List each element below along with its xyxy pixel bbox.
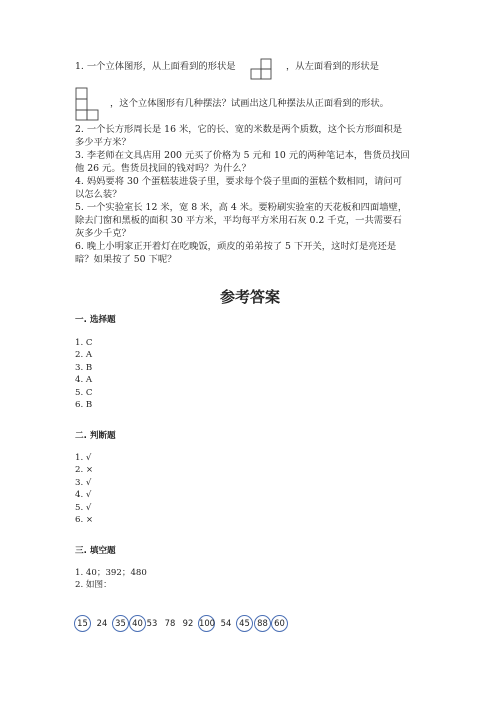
circled-number: 15	[74, 615, 91, 632]
section-fill-heading: 三. 填空题	[75, 546, 116, 556]
question-4-line-1: 4. 妈妈要将 30 个蛋糕装进袋子里，要求每个袋子里面的蛋糕个数相同，请问可	[75, 176, 403, 187]
answer-key-title: 参考答案	[219, 288, 280, 306]
number: 53	[146, 618, 158, 628]
question-1-line-b	[286, 61, 379, 74]
list-item: 4. A	[75, 375, 93, 386]
circled-number: 35	[112, 615, 129, 632]
section-judge-heading: 二. 判断题	[75, 431, 116, 441]
list-item: 2. ×	[75, 465, 94, 476]
number: 54	[220, 618, 232, 628]
number: 78	[164, 618, 176, 628]
circled-number: 45	[236, 615, 253, 632]
question-1-text-a: 1. 一个立体图形，从上面看到的形状是	[75, 61, 236, 72]
question-6-line-1: 6. 晚上小明家正开着灯在吃晚饭，顽皮的弟弟按了 5 下开关，这时灯是亮还是	[75, 241, 397, 252]
circled-number: 88	[254, 615, 271, 632]
list-item: 3. B	[75, 362, 93, 373]
question-3-line-2: 他 26 元。售货员找回的钱对吗？为什么？	[75, 163, 251, 174]
list-item: 6. ×	[75, 515, 94, 526]
list-item: 2. A	[75, 350, 93, 361]
circled-number: 60	[271, 615, 288, 632]
list-item: 2. 如图：	[75, 580, 112, 591]
question-5-line-2: 除去门窗和黑板的面积 30 平方米，平均每平方米用石灰 0.2 千克，一共需要石	[75, 215, 402, 226]
circled-number: 100	[198, 615, 215, 632]
circled-number: 40	[129, 615, 146, 632]
number: 24	[96, 618, 108, 628]
question-6-line-2: 暗？如果按了 50 下呢？	[75, 254, 177, 265]
question-2-line-2: 多少平方米？	[75, 137, 131, 148]
top-view-figure	[250, 58, 272, 80]
question-1-line-c	[110, 98, 389, 111]
choice-answer-list	[75, 337, 93, 411]
judge-answer-list	[75, 452, 93, 526]
question-1-line-a	[75, 61, 236, 74]
question-5-line-3: 灰多少千克？	[75, 228, 131, 239]
question-5-line-1: 5. 一个实验室长 12 米，宽 8 米，高 4 米。要粉刷实验室的天花板和四面墙壁，	[75, 202, 408, 213]
list-item: 5. √	[75, 502, 92, 513]
list-item: 6. B	[75, 400, 93, 411]
number: 92	[182, 618, 194, 628]
list-item: 1. 40；392；480	[75, 568, 147, 578]
section-choice-heading: 一. 选择题	[75, 315, 116, 325]
left-view-figure	[75, 87, 101, 121]
question-2-line-1: 2. 一个长方形周长是 16 米，它的长、宽的米数是两个质数，这个长方形面积是	[75, 124, 403, 135]
question-1-text-c: ，这个立体图形有几种摆法？试画出这几种摆法从正面看到的形状。	[110, 98, 389, 109]
question-3-line-1: 3. 李老师在文具店用 200 元买了价格为 5 元和 10 元的两种笔记本，售货员找回	[75, 150, 410, 161]
list-item: 1. C	[75, 338, 93, 348]
question-4-line-2: 以怎么装？	[75, 189, 122, 200]
list-item: 3. √	[75, 477, 92, 488]
list-item: 1. √	[75, 453, 92, 463]
fill-answer-list	[75, 567, 147, 592]
question-1-text-b: ，从左面看到的形状是	[286, 61, 379, 72]
list-item: 5. C	[75, 387, 93, 398]
list-item: 4. √	[75, 490, 92, 501]
